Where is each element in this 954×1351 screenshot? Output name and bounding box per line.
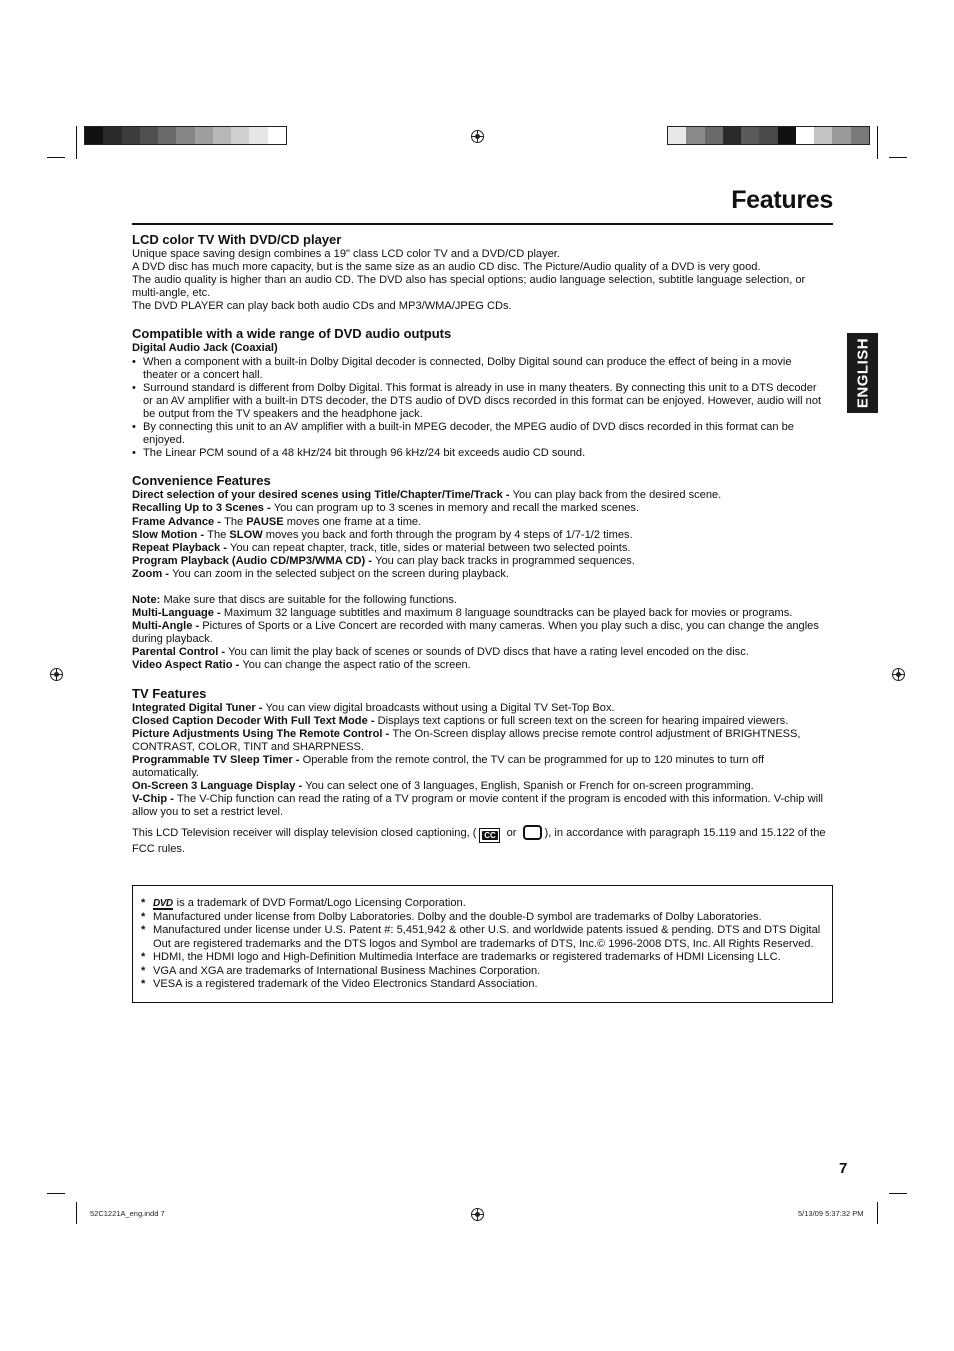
trademark-text: Manufactured under license under U.S. Patent #: 5,451,942 & other U.S. and worldwide patents issued & pending. DTS and DTS Digital Out are registered trademarks and the DTS logos and Symbol are trademarks of DTS, Inc.© 1996-2008 DTS, Inc. All Rights Reserved. xyxy=(153,924,821,950)
feature-item xyxy=(132,780,829,793)
registration-target-icon xyxy=(50,668,63,681)
feature-item xyxy=(132,728,829,754)
bullet-item: • When a component with a built-in Dolby Digital decoder is connected, Dolby Digital sound can produce the effect of being in a movie theater or a concert hall. xyxy=(132,356,829,382)
feature-text: The xyxy=(224,515,247,528)
crop-mark xyxy=(889,157,907,158)
feature-label: Program Playback (Audio CD/MP3/WMA CD) - xyxy=(132,554,376,567)
trademark-text: HDMI, the HDMI logo and High-Definition Multimedia Interface are trademarks or registered trademarks of HDMI Licensing LLC. xyxy=(153,951,781,963)
feature-text: The xyxy=(207,528,230,541)
feature-label: Zoom - xyxy=(132,567,173,580)
feature-item xyxy=(132,620,829,646)
color-swatch xyxy=(103,127,121,144)
color-swatch xyxy=(796,127,814,144)
feature-item xyxy=(132,646,829,659)
feature-text: You can play back from the desired scene. xyxy=(512,489,722,502)
feature-label: Slow Motion - xyxy=(132,528,208,541)
section-audio xyxy=(132,326,829,460)
trademark-text: is a trademark of DVD Format/Logo Licensing Corporation. xyxy=(176,897,466,909)
color-swatch xyxy=(832,127,850,144)
bullet-item: • By connecting this unit to an AV amplifier with a built-in MPEG decoder, the MPEG audio of DVD discs recorded in this format can be enjoyed. xyxy=(132,421,829,447)
feature-list xyxy=(132,489,829,581)
body-line: The DVD PLAYER can play back both audio CDs and MP3/WMA/JPEG CDs. xyxy=(132,300,512,313)
feature-text: You can play back tracks in programmed sequences. xyxy=(375,554,635,567)
feature-item xyxy=(132,607,829,620)
trademark-text: Manufactured under license from Dolby Laboratories. Dolby and the double-D symbol are trademarks of Dolby Laboratories. xyxy=(153,910,762,923)
section-heading: TV Features xyxy=(132,685,207,701)
color-swatch xyxy=(140,127,158,144)
trademark-item xyxy=(141,911,824,925)
feature-item xyxy=(132,702,829,715)
color-swatch xyxy=(195,127,213,144)
feature-key: PAUSE xyxy=(246,515,284,528)
section-convenience xyxy=(132,473,829,672)
feature-item xyxy=(132,793,829,819)
color-swatch xyxy=(158,127,176,144)
feature-text: You can change the aspect ratio of the screen. xyxy=(242,659,471,672)
feature-label: Multi-Angle - xyxy=(132,620,203,633)
section-body xyxy=(132,248,829,313)
feature-label: Frame Advance - xyxy=(132,515,225,528)
feature-text: The V-Chip function can read the rating of a TV program or movie content if the program is encoded with this information. V-chip will allow you to set a restrict level. xyxy=(132,793,824,819)
color-swatch xyxy=(705,127,723,144)
feature-text: The On-Screen display allows precise remote control adjustment of BRIGHTNESS, CONTRAST, COLOR, TINT and SHARPNESS. xyxy=(132,727,801,753)
trademark-item xyxy=(141,978,824,992)
feature-text: You can zoom in the selected subject on the screen during playback. xyxy=(172,567,509,580)
trademark-item xyxy=(141,897,824,911)
color-swatch xyxy=(122,127,140,144)
feature-text: Operable from the remote control, the TV can be programmed for up to 120 minutes to turn off automatically. xyxy=(132,753,765,779)
feature-item xyxy=(132,568,829,581)
color-swatch xyxy=(668,127,686,144)
section-subheading: Digital Audio Jack (Coaxial) xyxy=(132,342,278,355)
feature-item xyxy=(132,659,829,672)
feature-text: Maximum 32 language subtitles and maximum 8 language soundtracks can be played back for movies or programs. xyxy=(223,607,793,620)
feature-label: Parental Control - xyxy=(132,646,229,659)
feature-label: Repeat Playback - xyxy=(132,541,231,554)
trademark-star: * xyxy=(141,964,146,977)
feature-label: On-Screen 3 Language Display - xyxy=(132,780,306,793)
feature-item xyxy=(132,516,829,529)
feature-label: Recalling Up to 3 Scenes - xyxy=(132,502,274,515)
language-tab-label: ENGLISH xyxy=(854,337,871,409)
feature-text: You can program up to 3 scenes in memory and recall the marked scenes. xyxy=(273,502,640,515)
body-line: The audio quality is higher than an audio CD. The DVD also has special options; audio language selection, subtitle language selection, or multi-angle, etc. xyxy=(132,274,806,300)
crop-mark xyxy=(47,1193,65,1194)
bullet-item: • Surround standard is different from Dolby Digital. This format is already in use in many theaters. By connecting this unit to a DTS decoder or an AV amplifier with a built-in DTS decoder, the DTS audio of DVD discs recorded in this format can be enjoyed. However, audio will not be output from the TV speakers and the headphone jack. xyxy=(132,382,829,421)
title-rule xyxy=(132,223,833,225)
footer-file-label: 52C1221A_eng.indd 7 xyxy=(90,1209,165,1218)
feature-text: Displays text captions or full screen text on the screen for hearing impaired viewers. xyxy=(377,714,789,727)
feature-label: Programmable TV Sleep Timer - xyxy=(132,753,303,766)
feature-text: You can select one of 3 languages, English, Spanish or French for on-screen programming. xyxy=(305,780,754,793)
color-calibration-bar-right xyxy=(667,126,870,145)
feature-label: Picture Adjustments Using The Remote Control - xyxy=(132,727,393,740)
color-swatch xyxy=(85,127,103,144)
registration-target-icon xyxy=(471,1208,484,1221)
color-swatch xyxy=(723,127,741,144)
trademark-text: VESA is a registered trademark of the Video Electronics Standard Association. xyxy=(153,978,538,990)
feature-label: Closed Caption Decoder With Full Text Mode - xyxy=(132,714,378,727)
color-swatch xyxy=(176,127,194,144)
feature-list xyxy=(132,607,829,672)
feature-label: Multi-Language - xyxy=(132,607,224,620)
section-heading: LCD color TV With DVD/CD player xyxy=(132,232,342,247)
trademark-item xyxy=(141,951,824,965)
crop-mark xyxy=(877,126,878,159)
feature-text: You can repeat chapter, track, title, sides or material between two selected points. xyxy=(230,541,631,554)
feature-text: Pictures of Sports or a Live Concert are recorded with many cameras. When you play such a disc, you can change the angles during playback. xyxy=(132,620,819,646)
color-swatch xyxy=(268,127,286,144)
trademark-star: * xyxy=(141,924,146,936)
feature-item xyxy=(132,555,829,568)
color-swatch xyxy=(213,127,231,144)
trademark-item xyxy=(141,924,824,951)
feature-key: SLOW xyxy=(229,528,263,541)
feature-label: Video Aspect Ratio - xyxy=(132,659,243,672)
footer-timestamp: 5/13/09 5:37:32 PM xyxy=(798,1209,864,1218)
feature-item xyxy=(132,715,829,728)
color-swatch xyxy=(741,127,759,144)
body-line: Unique space saving design combines a 19" class LCD color TV and a DVD/CD player. xyxy=(132,248,560,260)
feature-label: V-Chip - xyxy=(132,793,177,806)
bullet-item: • The Linear PCM sound of a 48 kHz/24 bit through 96 kHz/24 bit exceeds audio CD sound. xyxy=(132,447,829,460)
registration-target-icon xyxy=(892,668,905,681)
closed-caption-statement: This LCD Television receiver will display television closed captioning, ( CC or ), in accordance with paragraph 15.119 and 15.122 of the FCC rules. xyxy=(132,827,826,856)
language-tab xyxy=(847,333,878,413)
trademark-box xyxy=(132,885,833,1003)
feature-text: You can limit the play back of scenes or sounds of DVD discs that have a rating level encoded on the disc. xyxy=(228,646,749,659)
feature-label: Integrated Digital Tuner - xyxy=(132,701,266,714)
dvd-logo-icon: DVD xyxy=(153,898,173,909)
bullet-list xyxy=(132,356,829,461)
color-swatch xyxy=(851,127,869,144)
color-swatch xyxy=(686,127,704,144)
trademark-star: * xyxy=(141,910,146,923)
body-line: A DVD disc has much more capacity, but is the same size as an audio CD disc. The Picture/Audio quality of a DVD is very good. xyxy=(132,261,761,274)
color-swatch xyxy=(249,127,267,144)
color-calibration-bar-left xyxy=(84,126,287,145)
trademark-star: * xyxy=(141,978,146,990)
section-tv xyxy=(132,686,829,857)
section-lcd xyxy=(132,232,829,313)
color-swatch xyxy=(814,127,832,144)
feature-item xyxy=(132,489,829,502)
note: Note: Make sure that discs are suitable for the following functions. xyxy=(132,593,457,606)
trademark-star: * xyxy=(141,951,146,963)
crop-mark xyxy=(76,1202,77,1224)
cc-icon: CC xyxy=(479,828,500,843)
page-number: 7 xyxy=(839,1160,848,1177)
color-swatch xyxy=(231,127,249,144)
feature-list xyxy=(132,702,829,820)
trademark-text: VGA and XGA are trademarks of International Business Machines Corporation. xyxy=(153,964,541,977)
caption-bubble-icon xyxy=(523,825,542,840)
feature-label: Direct selection of your desired scenes using Title/Chapter/Time/Track - xyxy=(132,489,513,502)
trademark-star: * xyxy=(141,897,146,909)
color-swatch xyxy=(778,127,796,144)
section-heading: Compatible with a wide range of DVD audio outputs xyxy=(132,326,452,342)
feature-item xyxy=(132,754,829,780)
trademark-item xyxy=(141,965,824,979)
feature-text: moves one frame at a time. xyxy=(283,515,422,528)
feature-item xyxy=(132,502,829,515)
feature-item xyxy=(132,529,829,542)
feature-text: moves you back and forth through the program by 4 steps of 1/7-1/2 times. xyxy=(262,528,633,541)
color-swatch xyxy=(759,127,777,144)
crop-mark xyxy=(76,126,77,159)
section-heading: Convenience Features xyxy=(132,473,271,489)
crop-mark xyxy=(47,157,65,158)
page-title: Features xyxy=(731,186,833,214)
features-content xyxy=(132,232,829,869)
crop-mark xyxy=(889,1193,907,1194)
crop-mark xyxy=(877,1202,878,1224)
feature-item xyxy=(132,542,829,555)
feature-text: You can view digital broadcasts without using a Digital TV Set-Top Box. xyxy=(265,701,615,714)
registration-target-icon xyxy=(471,130,484,143)
